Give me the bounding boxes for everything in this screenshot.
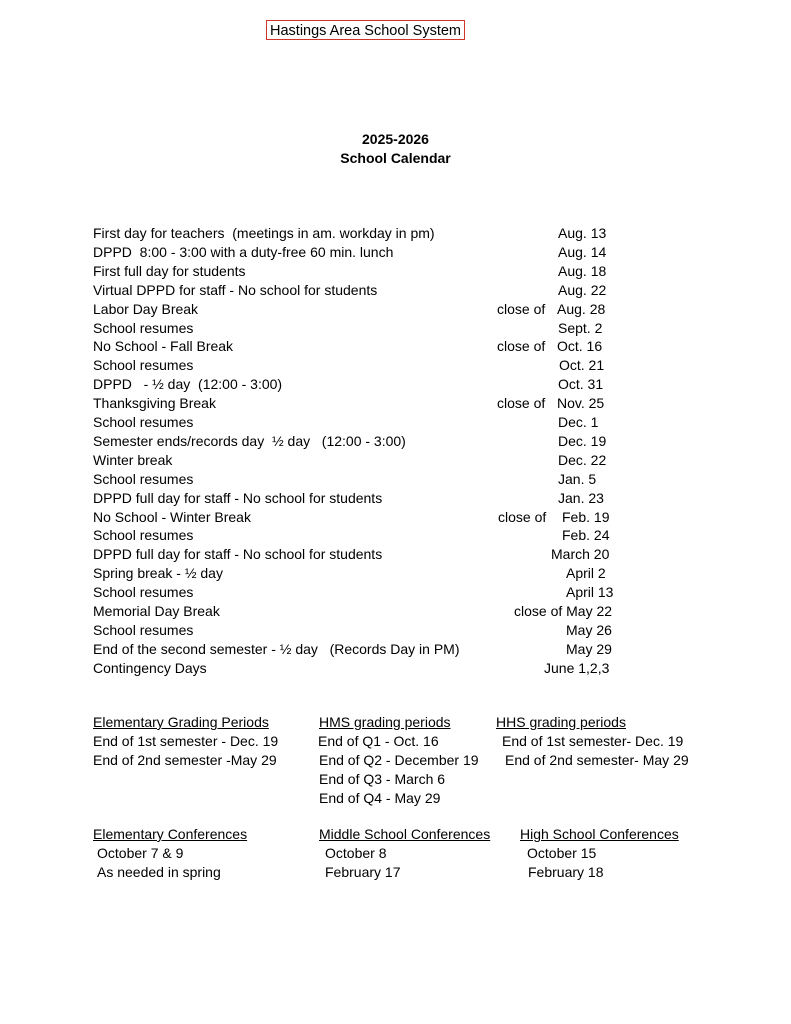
event-label: No School - Fall Break [93, 338, 234, 354]
event-date: Oct. 16 [557, 338, 603, 354]
event-date: close of May 22 [514, 603, 613, 619]
event-date-prefix: close of [497, 395, 546, 411]
event-label: DPPD 8:00 - 3:00 with a duty-free 60 min. lunch [93, 244, 394, 260]
conference-item: October 7 & 9 [97, 845, 184, 861]
event-label: Semester ends/records day ½ day (12:00 - 3:00) [93, 433, 406, 449]
event-date: Sept. 2 [558, 320, 603, 336]
event-date: Feb. 19 [562, 509, 610, 525]
event-label: School resumes [93, 414, 194, 430]
event-label: School resumes [93, 471, 194, 487]
event-date: Dec. 1 [558, 414, 599, 430]
event-date: May 26 [566, 622, 612, 638]
grading-period-item: End of Q1 - Oct. 16 [318, 733, 439, 749]
event-label: School resumes [93, 320, 194, 336]
organization-header: Hastings Area School System [266, 20, 465, 40]
event-label: First day for teachers (meetings in am. workday in pm) [93, 225, 435, 241]
conference-item: February 17 [325, 864, 401, 880]
elementary-conferences-heading: Elementary Conferences [93, 826, 248, 842]
event-label: Labor Day Break [93, 301, 199, 317]
grading-period-item: End of 1st semester- Dec. 19 [502, 733, 684, 749]
calendar-subtitle: School Calendar [340, 150, 451, 166]
event-label: DPPD full day for staff - No school for students [93, 546, 383, 562]
event-date-prefix: close of [497, 338, 546, 354]
event-label: DPPD - ½ day (12:00 - 3:00) [93, 376, 283, 392]
event-date: Dec. 22 [558, 452, 607, 468]
event-label: First full day for students [93, 263, 246, 279]
conference-item: October 15 [527, 845, 597, 861]
event-date: May 29 [566, 641, 612, 657]
event-label: Contingency Days [93, 660, 207, 676]
event-label: Virtual DPPD for staff - No school for students [93, 282, 378, 298]
grading-period-item: End of 1st semester - Dec. 19 [93, 733, 279, 749]
event-date: June 1,2,3 [544, 660, 610, 676]
grading-period-item: End of Q3 - March 6 [319, 771, 446, 787]
event-date: Aug. 14 [558, 244, 607, 260]
high-conferences-heading: High School Conferences [520, 826, 679, 842]
event-date: Feb. 24 [562, 527, 610, 543]
event-label: End of the second semester - ½ day (Records Day in PM) [93, 641, 460, 657]
event-date-prefix: close of [498, 509, 547, 525]
event-date: Jan. 5 [558, 471, 597, 487]
event-date-prefix: close of [497, 301, 546, 317]
conference-item: February 18 [528, 864, 604, 880]
event-label: Winter break [93, 452, 173, 468]
event-label: School resumes [93, 527, 194, 543]
grading-period-item: End of 2nd semester- May 29 [505, 752, 689, 768]
event-label: School resumes [93, 584, 194, 600]
event-label: DPPD full day for staff - No school for students [93, 490, 383, 506]
event-date: April 13 [566, 584, 614, 600]
event-date: March 20 [551, 546, 610, 562]
calendar-year-title: 2025-2026 [362, 131, 429, 147]
middle-conferences-heading: Middle School Conferences [319, 826, 491, 842]
grading-period-item: End of Q4 - May 29 [319, 790, 441, 806]
event-date: Oct. 31 [558, 376, 604, 392]
hhs-grading-heading: HHS grading periods [496, 714, 626, 730]
grading-period-item: End of 2nd semester -May 29 [93, 752, 277, 768]
event-label: School resumes [93, 357, 194, 373]
event-date: Nov. 25 [557, 395, 605, 411]
event-label: School resumes [93, 622, 194, 638]
event-label: No School - Winter Break [93, 509, 251, 525]
event-date: Aug. 13 [558, 225, 607, 241]
elementary-grading-heading: Elementary Grading Periods [93, 714, 269, 730]
event-date: Oct. 21 [559, 357, 605, 373]
hms-grading-heading: HMS grading periods [319, 714, 451, 730]
event-date: April 2 [566, 565, 606, 581]
grading-period-item: End of Q2 - December 19 [319, 752, 479, 768]
event-date: Aug. 18 [558, 263, 607, 279]
conference-item: As needed in spring [97, 864, 221, 880]
event-label: Spring break - ½ day [93, 565, 223, 581]
conference-item: October 8 [325, 845, 387, 861]
event-date: Aug. 28 [557, 301, 606, 317]
event-label: Thanksgiving Break [93, 395, 216, 411]
event-date: Jan. 23 [558, 490, 604, 506]
event-date: Aug. 22 [558, 282, 607, 298]
event-label: Memorial Day Break [93, 603, 220, 619]
event-date: Dec. 19 [558, 433, 607, 449]
